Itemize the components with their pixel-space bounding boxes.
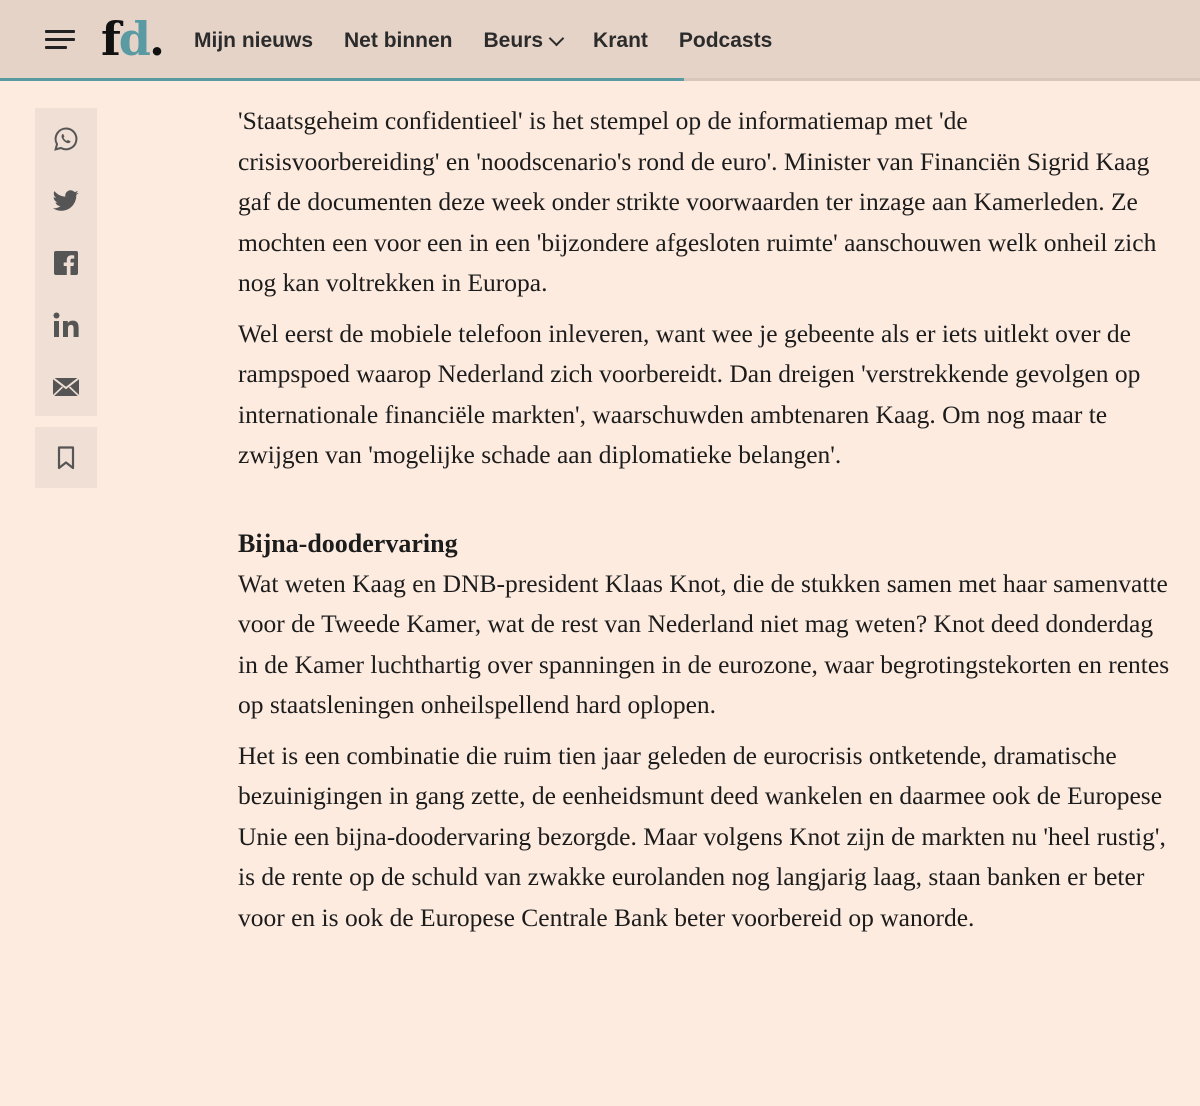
hamburger-menu-icon[interactable] [45, 30, 75, 50]
share-whatsapp-button[interactable] [35, 108, 97, 170]
nav-item-podcasts[interactable]: Podcasts [678, 29, 773, 52]
reading-progress-fill [0, 78, 684, 81]
site-header [0, 0, 1200, 78]
article-body [238, 101, 1173, 948]
nav-item-mijn-nieuws[interactable]: Mijn nieuws [194, 29, 314, 52]
chevron-down-icon [549, 30, 565, 46]
nav-item-krant[interactable]: Krant [593, 29, 648, 52]
reading-progress-bar [0, 78, 1200, 81]
twitter-icon [53, 190, 79, 212]
share-twitter-button[interactable] [35, 170, 97, 232]
whatsapp-icon [53, 126, 79, 152]
linkedin-icon [53, 312, 79, 338]
article-paragraph: Het is een combinatie die ruim tien jaar geleden de eurocrisis ontketende, dramatische bezuinigingen in gang zette, de eenheidsmunt deed wankelen en daarmee ook de Europese Unie een bijna-doodervaring bezorgde. Maar volgens Knot zijn de markten nu 'heel rustig', is de rente op de schuld van zwakke eurolanden nog langjarig laag, staan banken er beter voor en is ook de Europese Centrale Bank beter voorbereid op wanorde. [238, 740, 1166, 932]
article-subheading: Bijna-doodervaring [238, 528, 458, 558]
share-email-button[interactable] [35, 356, 97, 418]
share-linkedin-button[interactable] [35, 294, 97, 356]
main-nav [194, 26, 803, 56]
article-paragraph: 'Staatsgeheim confidentieel' is het stempel op de informatiemap met 'de crisisvoorbereiding' en 'noodscenario's rond de euro'. Minister van Financiën Sigrid Kaag gaf de documenten deze week onder strikte voorwaarden ter inzage aan Kamerleden. Ze mochten een voor een in een 'bijzondere afgesloten ruimte' aanschouwen welk onheil zich nog kan voltrekken in Europa. [238, 106, 1157, 297]
share-facebook-button[interactable] [35, 232, 97, 294]
facebook-icon [54, 251, 78, 275]
share-panel [35, 108, 97, 416]
bookmark-icon [57, 446, 75, 470]
email-icon [53, 378, 79, 396]
bookmark-button[interactable] [35, 427, 97, 488]
nav-item-beurs[interactable]: Beurs [484, 29, 563, 53]
article-paragraph: Wat weten Kaag en DNB-president Klaas Knot, die de stukken samen met haar samenvatte voor de Tweede Kamer, wat de rest van Nederland niet mag weten? Knot deed donderdag in de Kamer luchthartig over spanningen in de eurozone, waar begrotingstekorten en rentes op staatsleningen onheilspellend hard oplopen. [238, 568, 1170, 719]
nav-item-net-binnen[interactable]: Net binnen [344, 29, 453, 52]
article-paragraph: Wel eerst de mobiele telefoon inleveren, want wee je gebeente als er iets uitlekt over de rampspoed waarop Nederland zich voorbereidt. Dan dreigen 'verstrekkende gevolgen op internationale financiële markten', waarschuwden ambtenaren Kaag. Om nog maar te zwijgen van 'mogelijke schade aan diplomatieke belangen'. [238, 318, 1141, 469]
fd-logo[interactable]: fd. [101, 12, 163, 66]
